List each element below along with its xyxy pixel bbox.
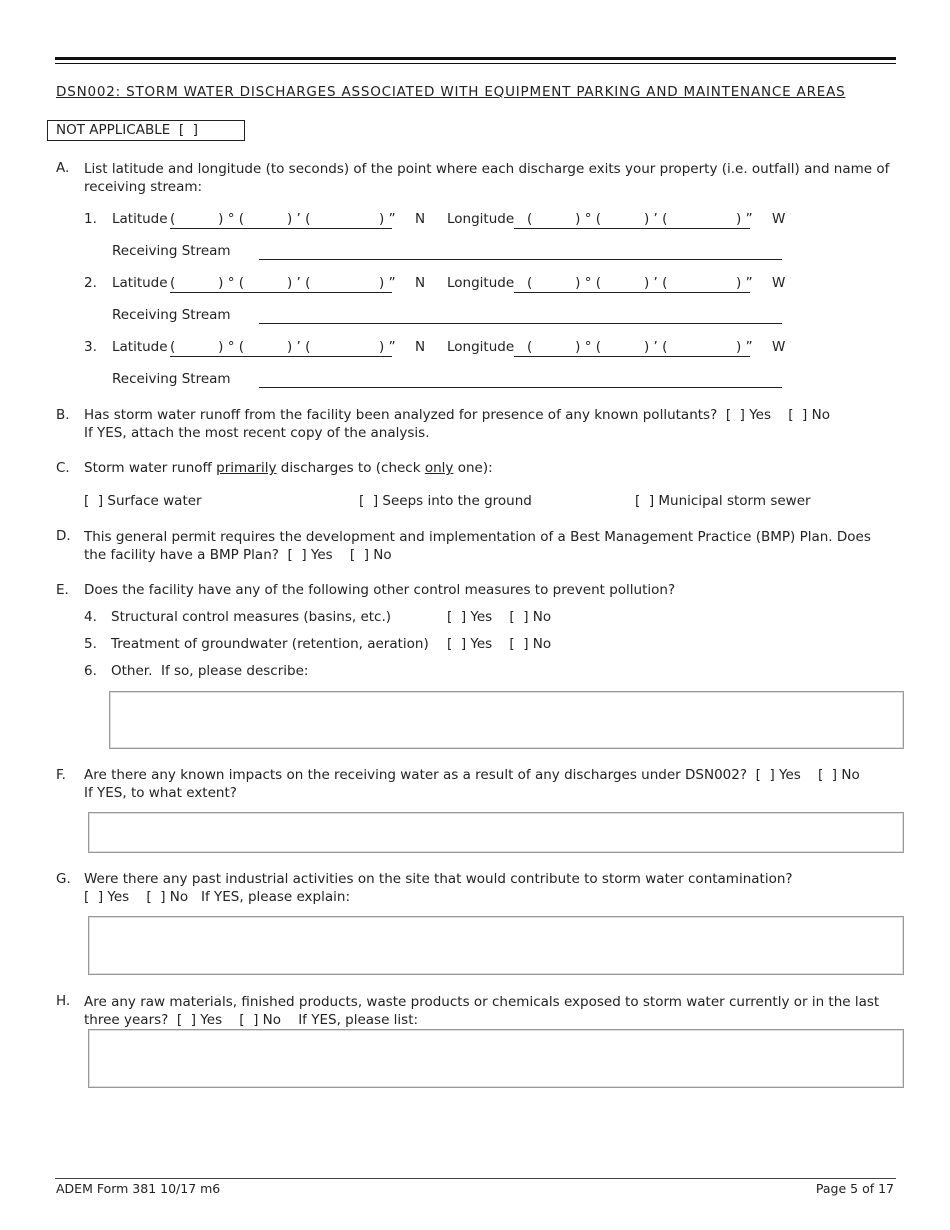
past-activities-textbox[interactable]: [88, 916, 904, 975]
coord-row-2-lat-label: Latitude: [112, 275, 168, 291]
item-f-line1[interactable]: Are there any known impacts on the receiving water as a result of any discharges under DSN002? [ ] Yes [ ] No: [84, 767, 860, 783]
item-d-text[interactable]: This general permit requires the development and implementation of a Best Management Practice (BMP) Plan. Does the facility have a BMP Plan? [ ] Yes [ ] No: [84, 529, 876, 563]
item-e6-label: Other. If so, please describe:: [111, 663, 309, 679]
item-h-text[interactable]: Are any raw materials, finished products, waste products or chemicals exposed to storm water currently or in the last three years? [ ] Yes [ ] No If YES, please list:: [84, 994, 884, 1028]
item-e-text: Does the facility have any of the following other control measures to prevent pollution?: [84, 582, 676, 598]
not-applicable-label: NOT APPLICABLE [ ]: [56, 122, 198, 138]
coord-row-3-n: N: [415, 339, 426, 355]
coord-row-2-lon-label: Longitude: [447, 275, 515, 291]
coord-row-1-n: N: [415, 211, 426, 227]
exposed-materials-textbox[interactable]: [88, 1029, 904, 1088]
coord-row-3-lat-label: Latitude: [112, 339, 168, 355]
item-b-letter: B.: [56, 407, 70, 423]
item-c-post: one):: [453, 460, 493, 476]
item-e-letter: E.: [56, 582, 69, 598]
item-e4-num: 4.: [84, 609, 97, 625]
coord-row-1-lon-underline: [514, 228, 750, 229]
option-municipal-storm-sewer[interactable]: [ ] Municipal storm sewer: [635, 493, 811, 509]
header-rule-thin: [55, 63, 896, 64]
item-e4-yes-no[interactable]: [ ] Yes [ ] No: [447, 609, 552, 625]
header-rule-thick: [55, 57, 896, 60]
option-surface-water[interactable]: [ ] Surface water: [84, 493, 202, 509]
coord-row-1-lat-fields[interactable]: ( ) ° ( ) ’ ( ) ”: [170, 211, 396, 227]
coord-row-1-lon-label: Longitude: [447, 211, 515, 227]
coord-row-3-stream-label: Receiving Stream: [112, 371, 231, 387]
coord-row-1-lat-underline: [170, 228, 392, 229]
coord-row-1-stream-line[interactable]: [259, 259, 782, 260]
item-e5-num: 5.: [84, 636, 97, 652]
coord-row-1-lon-fields[interactable]: ( ) ° ( ) ’ ( ) ”: [527, 211, 753, 227]
item-e4-label: Structural control measures (basins, etc.): [111, 609, 392, 625]
coord-row-1-stream-label: Receiving Stream: [112, 243, 231, 259]
coord-row-3-w: W: [772, 339, 786, 355]
footer-page-number: Page 5 of 17: [815, 1181, 894, 1196]
other-measures-textbox[interactable]: [109, 691, 904, 749]
item-e5-yes-no[interactable]: [ ] Yes [ ] No: [447, 636, 552, 652]
item-f-line2: If YES, to what extent?: [84, 785, 237, 801]
coord-row-3-lon-underline: [514, 356, 750, 357]
coord-row-3-num: 3.: [84, 339, 97, 355]
item-g-line1: Were there any past industrial activities on the site that would contribute to storm water contamination?: [84, 871, 793, 887]
coord-row-2-num: 2.: [84, 275, 97, 291]
item-e5-label: Treatment of groundwater (retention, aeration): [111, 636, 429, 652]
coord-row-3-lat-fields[interactable]: ( ) ° ( ) ’ ( ) ”: [170, 339, 396, 355]
item-d-letter: D.: [56, 528, 71, 544]
item-e6-num: 6.: [84, 663, 97, 679]
coord-row-1-lat-label: Latitude: [112, 211, 168, 227]
section-title: DSN002: STORM WATER DISCHARGES ASSOCIATED WITH EQUIPMENT PARKING AND MAINTENANCE AREAS: [56, 84, 846, 100]
item-f-letter: F.: [56, 767, 66, 783]
coord-row-2-lon-underline: [514, 292, 750, 293]
item-g-letter: G.: [56, 871, 71, 887]
coord-row-2-lat-underline: [170, 292, 392, 293]
coord-row-3-stream-line[interactable]: [259, 387, 782, 388]
not-applicable-checkbox[interactable]: [47, 120, 245, 141]
item-c-pre: Storm water runoff: [84, 460, 217, 476]
item-c-letter: C.: [56, 460, 70, 476]
item-c-text: [84, 460, 493, 476]
option-seeps-into-ground[interactable]: [ ] Seeps into the ground: [359, 493, 532, 509]
item-c-only: only: [424, 460, 454, 476]
item-h-letter: H.: [56, 993, 71, 1009]
item-g-line2[interactable]: [ ] Yes [ ] No If YES, please explain:: [84, 889, 350, 905]
footer-rule: [55, 1178, 896, 1179]
item-c-primarily: primarily: [216, 460, 277, 476]
coord-row-2-stream-label: Receiving Stream: [112, 307, 231, 323]
coord-row-1-num: 1.: [84, 211, 97, 227]
footer-form-id: ADEM Form 381 10/17 m6: [56, 1181, 221, 1196]
coord-row-1-w: W: [772, 211, 786, 227]
coord-row-2-n: N: [415, 275, 426, 291]
item-b-line1[interactable]: Has storm water runoff from the facility been analyzed for presence of any known pollutants? [ ] Yes [ ] No: [84, 407, 830, 423]
coord-row-3-lon-fields[interactable]: ( ) ° ( ) ’ ( ) ”: [527, 339, 753, 355]
coord-row-2-stream-line[interactable]: [259, 323, 782, 324]
item-b-line2: If YES, attach the most recent copy of the analysis.: [84, 425, 430, 441]
item-a-text: List latitude and longitude (to seconds) of the point where each discharge exits your property (i.e. outfall) and name of receiving stream:: [84, 161, 890, 195]
coord-row-2-w: W: [772, 275, 786, 291]
coord-row-2-lon-fields[interactable]: ( ) ° ( ) ’ ( ) ”: [527, 275, 753, 291]
coord-row-3-lon-label: Longitude: [447, 339, 515, 355]
item-c-mid: discharges to (check: [276, 460, 425, 476]
coord-row-2-lat-fields[interactable]: ( ) ° ( ) ’ ( ) ”: [170, 275, 396, 291]
impact-extent-textbox[interactable]: [88, 812, 904, 853]
coord-row-3-lat-underline: [170, 356, 392, 357]
item-a-letter: A.: [56, 160, 70, 176]
